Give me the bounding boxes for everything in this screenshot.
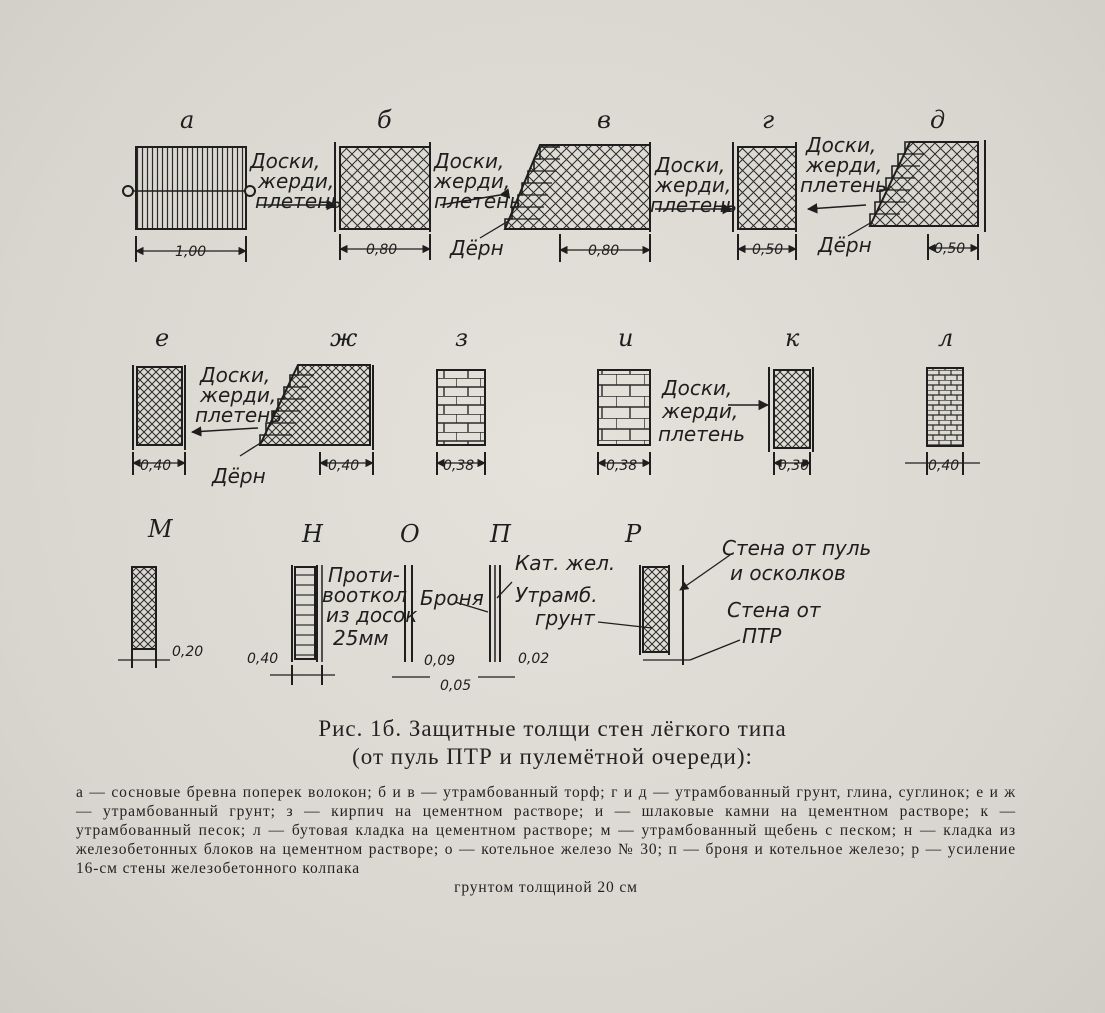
label-boards-2: жерди, [434,169,511,193]
wall-m [118,567,170,668]
label-boards-2: жерди, [200,383,277,407]
label-letter-p: П [490,520,511,548]
label-letter-v: в [597,106,611,134]
dim-a: 1,00 [175,244,207,260]
dim-v: 0,80 [588,243,620,259]
label-letter-e: е [155,324,170,352]
label-boards-3: плетень [658,422,745,446]
label-boards-1: Доски, [250,149,321,173]
label-anti-splinter-2: вооткол [322,583,408,607]
dim-p1: 0,05 [440,678,472,694]
label-letter-z: з [455,324,469,352]
dim-b: 0,80 [366,242,398,258]
label-boards-3: плетень [195,403,282,427]
label-boards-3: плетень [434,189,521,213]
label-letter-a: а [180,106,195,134]
label-anti-splinter-1: Проти- [328,563,400,587]
label-boards-2: жерди, [662,399,739,423]
dim-e: 0,40 [140,458,172,474]
wall-p [455,565,515,677]
label-wall-bullets-1: Стена от пуль [722,536,872,560]
label-turf: Дёрн [450,236,504,260]
wall-r [598,555,740,665]
legend-last-line: грунтом толщиной 20 см [454,879,638,896]
label-turf: Дёрн [212,464,266,488]
label-boards-1: Доски, [434,149,505,173]
label-letter-l: л [938,324,954,352]
label-letter-m: М [148,515,173,543]
dim-z: 0,38 [443,458,475,474]
label-letter-g: г [762,106,775,134]
dim-i: 0,38 [606,458,638,474]
label-anti-splinter-3: из досок [326,603,418,627]
label-rammed-soil-1: Утрамб. [515,583,598,607]
label-boards-3: плетень [800,173,887,197]
dim-g: 0,50 [752,242,784,258]
label-letter-i: и [618,324,634,352]
dim-o: 0,09 [424,653,456,669]
label-boards-3: плетень [650,193,737,217]
label-rammed-soil-2: грунт [535,606,595,630]
label-wall-atr-2: ПТР [742,624,782,648]
label-boards-3: плетень [255,189,342,213]
label-boards-2: жерди, [806,153,883,177]
dim-d: 0,50 [934,241,966,257]
label-letter-zh: ж [330,324,358,352]
label-armor: Броня [420,586,484,610]
label-letter-d: д [930,106,946,134]
label-anti-splinter-4: 25мм [333,626,389,650]
label-boards-1: Доски, [655,153,726,177]
dim-zh: 0,40 [328,458,360,474]
label-boards-1: Доски, [200,363,271,387]
legend-body: а — сосновые бревна поперек волокон; б и в — утрамбованный торф; г и д — утрамбованный грунт, глина, суглинок; е и ж — утрамбованный грунт; з — кирпич на цементном растворе; и — шлаковые камни на цементном растворе; к — утрамбованный песок; л — бутовая кладка на цементном растворе; м — утрамбованный щебень с песком; н — кладка из железобетонных блоков на цементном растворе; о — котельное железо № 30; п — броня и котельное железо; р — усиление 16-см стены железобетонного колпака [76,784,1016,877]
label-letter-n: Н [302,520,323,548]
figure-caption-line2: (от пуль ПТР и пулемётной очереди): [352,744,753,769]
dim-n: 0,40 [247,651,279,667]
label-turf: Дёрн [818,233,872,257]
dim-l: 0,40 [928,458,960,474]
dim-k: 0,30 [778,458,810,474]
dim-m: 0,20 [172,644,204,660]
dim-p2: 0,02 [518,651,550,667]
label-letter-k: к [785,324,800,352]
label-letter-r: Р [625,520,642,548]
figure-caption-line1: Рис. 1б. Защитные толщи стен лёгкого типа [318,716,787,741]
label-letter-b: б [377,106,392,134]
figure-legend [76,783,1016,897]
label-boards-2: жерди, [655,173,732,197]
label-letter-o: О [400,520,420,548]
label-boards-2: жерди, [258,169,335,193]
label-wall-atr-1: Стена от [727,598,821,622]
label-boiler-iron: Кат. жел. [515,551,616,575]
label-wall-bullets-2: и осколков [730,561,846,585]
label-boards-1: Доски, [806,133,877,157]
label-boards-1: Доски, [662,376,733,400]
